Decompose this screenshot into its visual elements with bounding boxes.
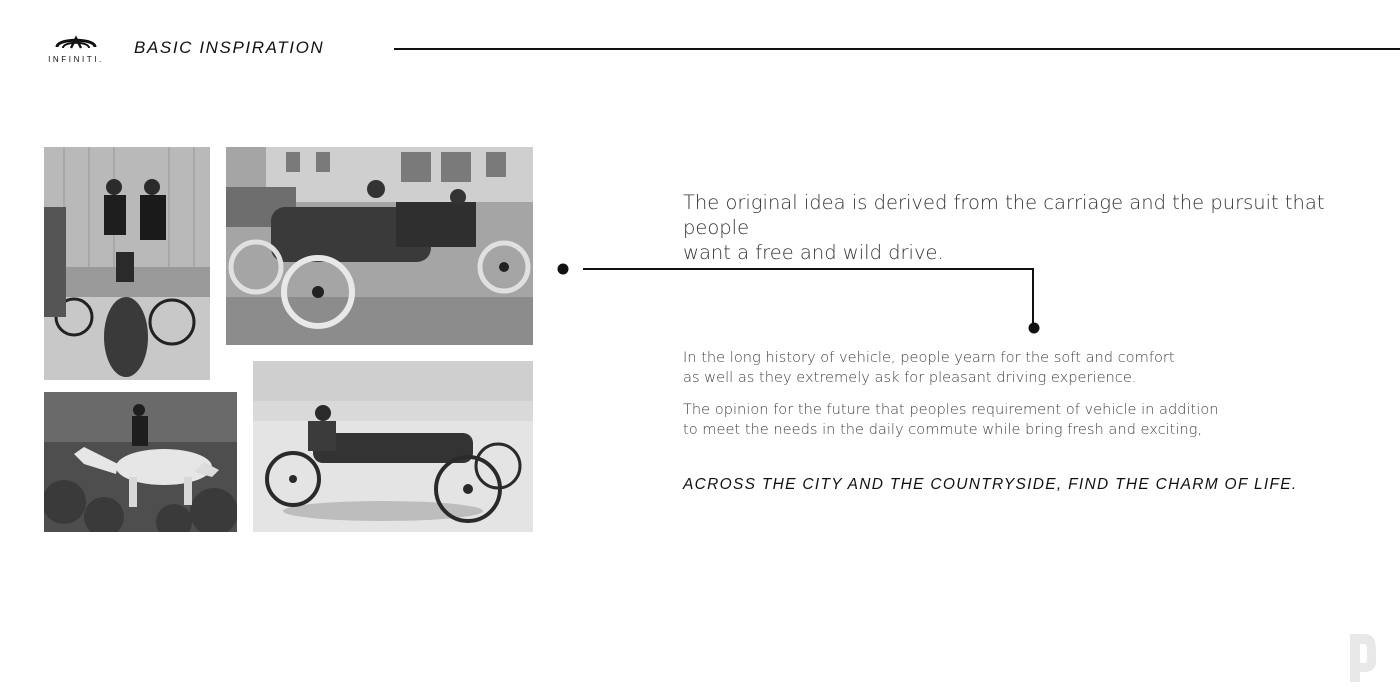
lead-line-1: The original idea is derived from the carriage and the pursuit that people [683,191,1325,239]
vintage-race-car-image [226,147,533,345]
future-paragraph [683,400,1243,440]
horse-rider-photo [44,392,237,532]
brand-wordmark: INFINITI. [48,55,104,64]
beach-car-photo [253,361,533,532]
carriage-photo [44,147,210,380]
infiniti-logo [40,28,112,68]
connector-end-dot [1029,323,1040,334]
lead-line-2: want a free and wild drive. [683,241,944,264]
horse-carriage-image [44,147,210,380]
tagline: ACROSS THE CITY AND THE COUNTRYSIDE, FIND THE CHARM OF LIFE. [683,476,1298,493]
history-line-1: In the long history of vehicle, people yearn for the soft and comfort [683,349,1175,366]
infiniti-logo-icon [53,31,99,55]
race-car-photo [226,147,533,345]
lead-statement [683,190,1363,265]
future-line-1: The opinion for the future that peoples requirement of vehicle in addition [683,401,1219,418]
vintage-beach-car-image [253,361,533,532]
history-line-2: as well as they extremely ask for pleasant driving experience. [683,369,1137,386]
connector-start-dot [558,264,569,275]
future-line-2: to meet the needs in the daily commute while bring fresh and exciting, [683,421,1203,438]
horse-rider-image [44,392,237,532]
corner-watermark-icon [1348,632,1378,684]
history-paragraph [683,348,1243,388]
header-divider [394,48,1400,50]
section-title: BASIC INSPIRATION [134,38,325,57]
timeline-connector [553,258,1053,338]
